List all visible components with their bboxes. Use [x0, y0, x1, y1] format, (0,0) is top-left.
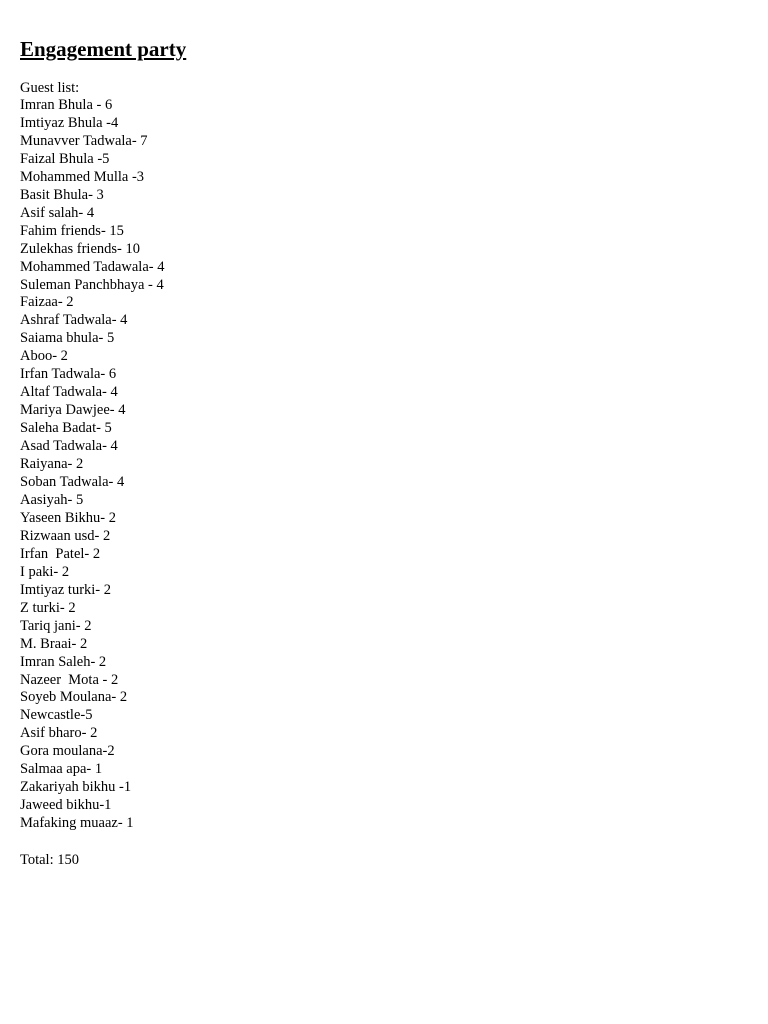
guest-list-item: Z turki- 2: [20, 599, 76, 616]
guest-list-item: Zulekhas friends- 10: [20, 240, 140, 257]
guest-list-item: Ashraf Tadwala- 4: [20, 312, 128, 329]
guest-list: [20, 97, 748, 833]
guest-list-item: Altaf Tadwala- 4: [20, 384, 118, 401]
guest-list-item: Yaseen Bikhu- 2: [20, 509, 116, 526]
guest-list-item: Zakariyah bikhu -1: [20, 779, 132, 796]
guest-list-item: Irfan Tadwala- 6: [20, 366, 117, 383]
guest-list-item: Soyeb Moulana- 2: [20, 689, 128, 706]
guest-list-item: M. Braai- 2: [20, 635, 88, 652]
guest-list-item: Faizal Bhula -5: [20, 150, 110, 167]
guest-list-item: Nazeer Mota - 2: [20, 671, 119, 688]
guest-list-item: Imran Saleh- 2: [20, 653, 107, 670]
guest-list-item: Imran Bhula - 6: [20, 97, 113, 113]
document-page: [20, 36, 748, 869]
guest-list-item: Suleman Panchbhaya - 4: [20, 276, 164, 293]
guest-list-item: Tariq jani- 2: [20, 617, 92, 634]
guest-list-item: Munavver Tadwala- 7: [20, 132, 148, 149]
guest-total: Total: 150: [20, 852, 79, 869]
guest-list-item: Saiama bhula- 5: [20, 330, 115, 347]
guest-list-item: Imtiyaz Bhula -4: [20, 114, 119, 131]
guest-list-item: Mohammed Tadawala- 4: [20, 258, 165, 275]
guest-list-item: Gora moulana-2: [20, 743, 115, 760]
guest-list-item: Rizwaan usd- 2: [20, 527, 111, 544]
guest-list-item: Salmaa apa- 1: [20, 761, 103, 778]
guest-list-item: I paki- 2: [20, 563, 70, 580]
guest-list-item: Mafaking muaaz- 1: [20, 815, 134, 832]
guest-list-item: Basit Bhula- 3: [20, 186, 104, 203]
guest-list-heading: Guest list:: [20, 80, 80, 96]
guest-list-item: Imtiyaz turki- 2: [20, 581, 112, 598]
guest-list-item: Aboo- 2: [20, 348, 68, 365]
guest-list-item: Newcastle-5: [20, 707, 93, 724]
guest-list-item: Asif bharo- 2: [20, 725, 98, 742]
guest-list-item: Asif salah- 4: [20, 204, 95, 221]
guest-list-item: Jaweed bikhu-1: [20, 797, 112, 814]
guest-list-item: Raiyana- 2: [20, 456, 84, 473]
guest-list-item: Soban Tadwala- 4: [20, 474, 125, 491]
document-title: Engagement party: [20, 37, 187, 61]
guest-list-item: Saleha Badat- 5: [20, 420, 112, 437]
guest-list-item: Mariya Dawjee- 4: [20, 402, 126, 419]
guest-list-item: Faizaa- 2: [20, 294, 74, 311]
guest-list-item: Aasiyah- 5: [20, 491, 84, 508]
guest-list-item: Mohammed Mulla -3: [20, 168, 145, 185]
guest-list-item: Fahim friends- 15: [20, 222, 124, 239]
guest-list-item: Irfan Patel- 2: [20, 545, 101, 562]
guest-list-item: Asad Tadwala- 4: [20, 438, 118, 455]
